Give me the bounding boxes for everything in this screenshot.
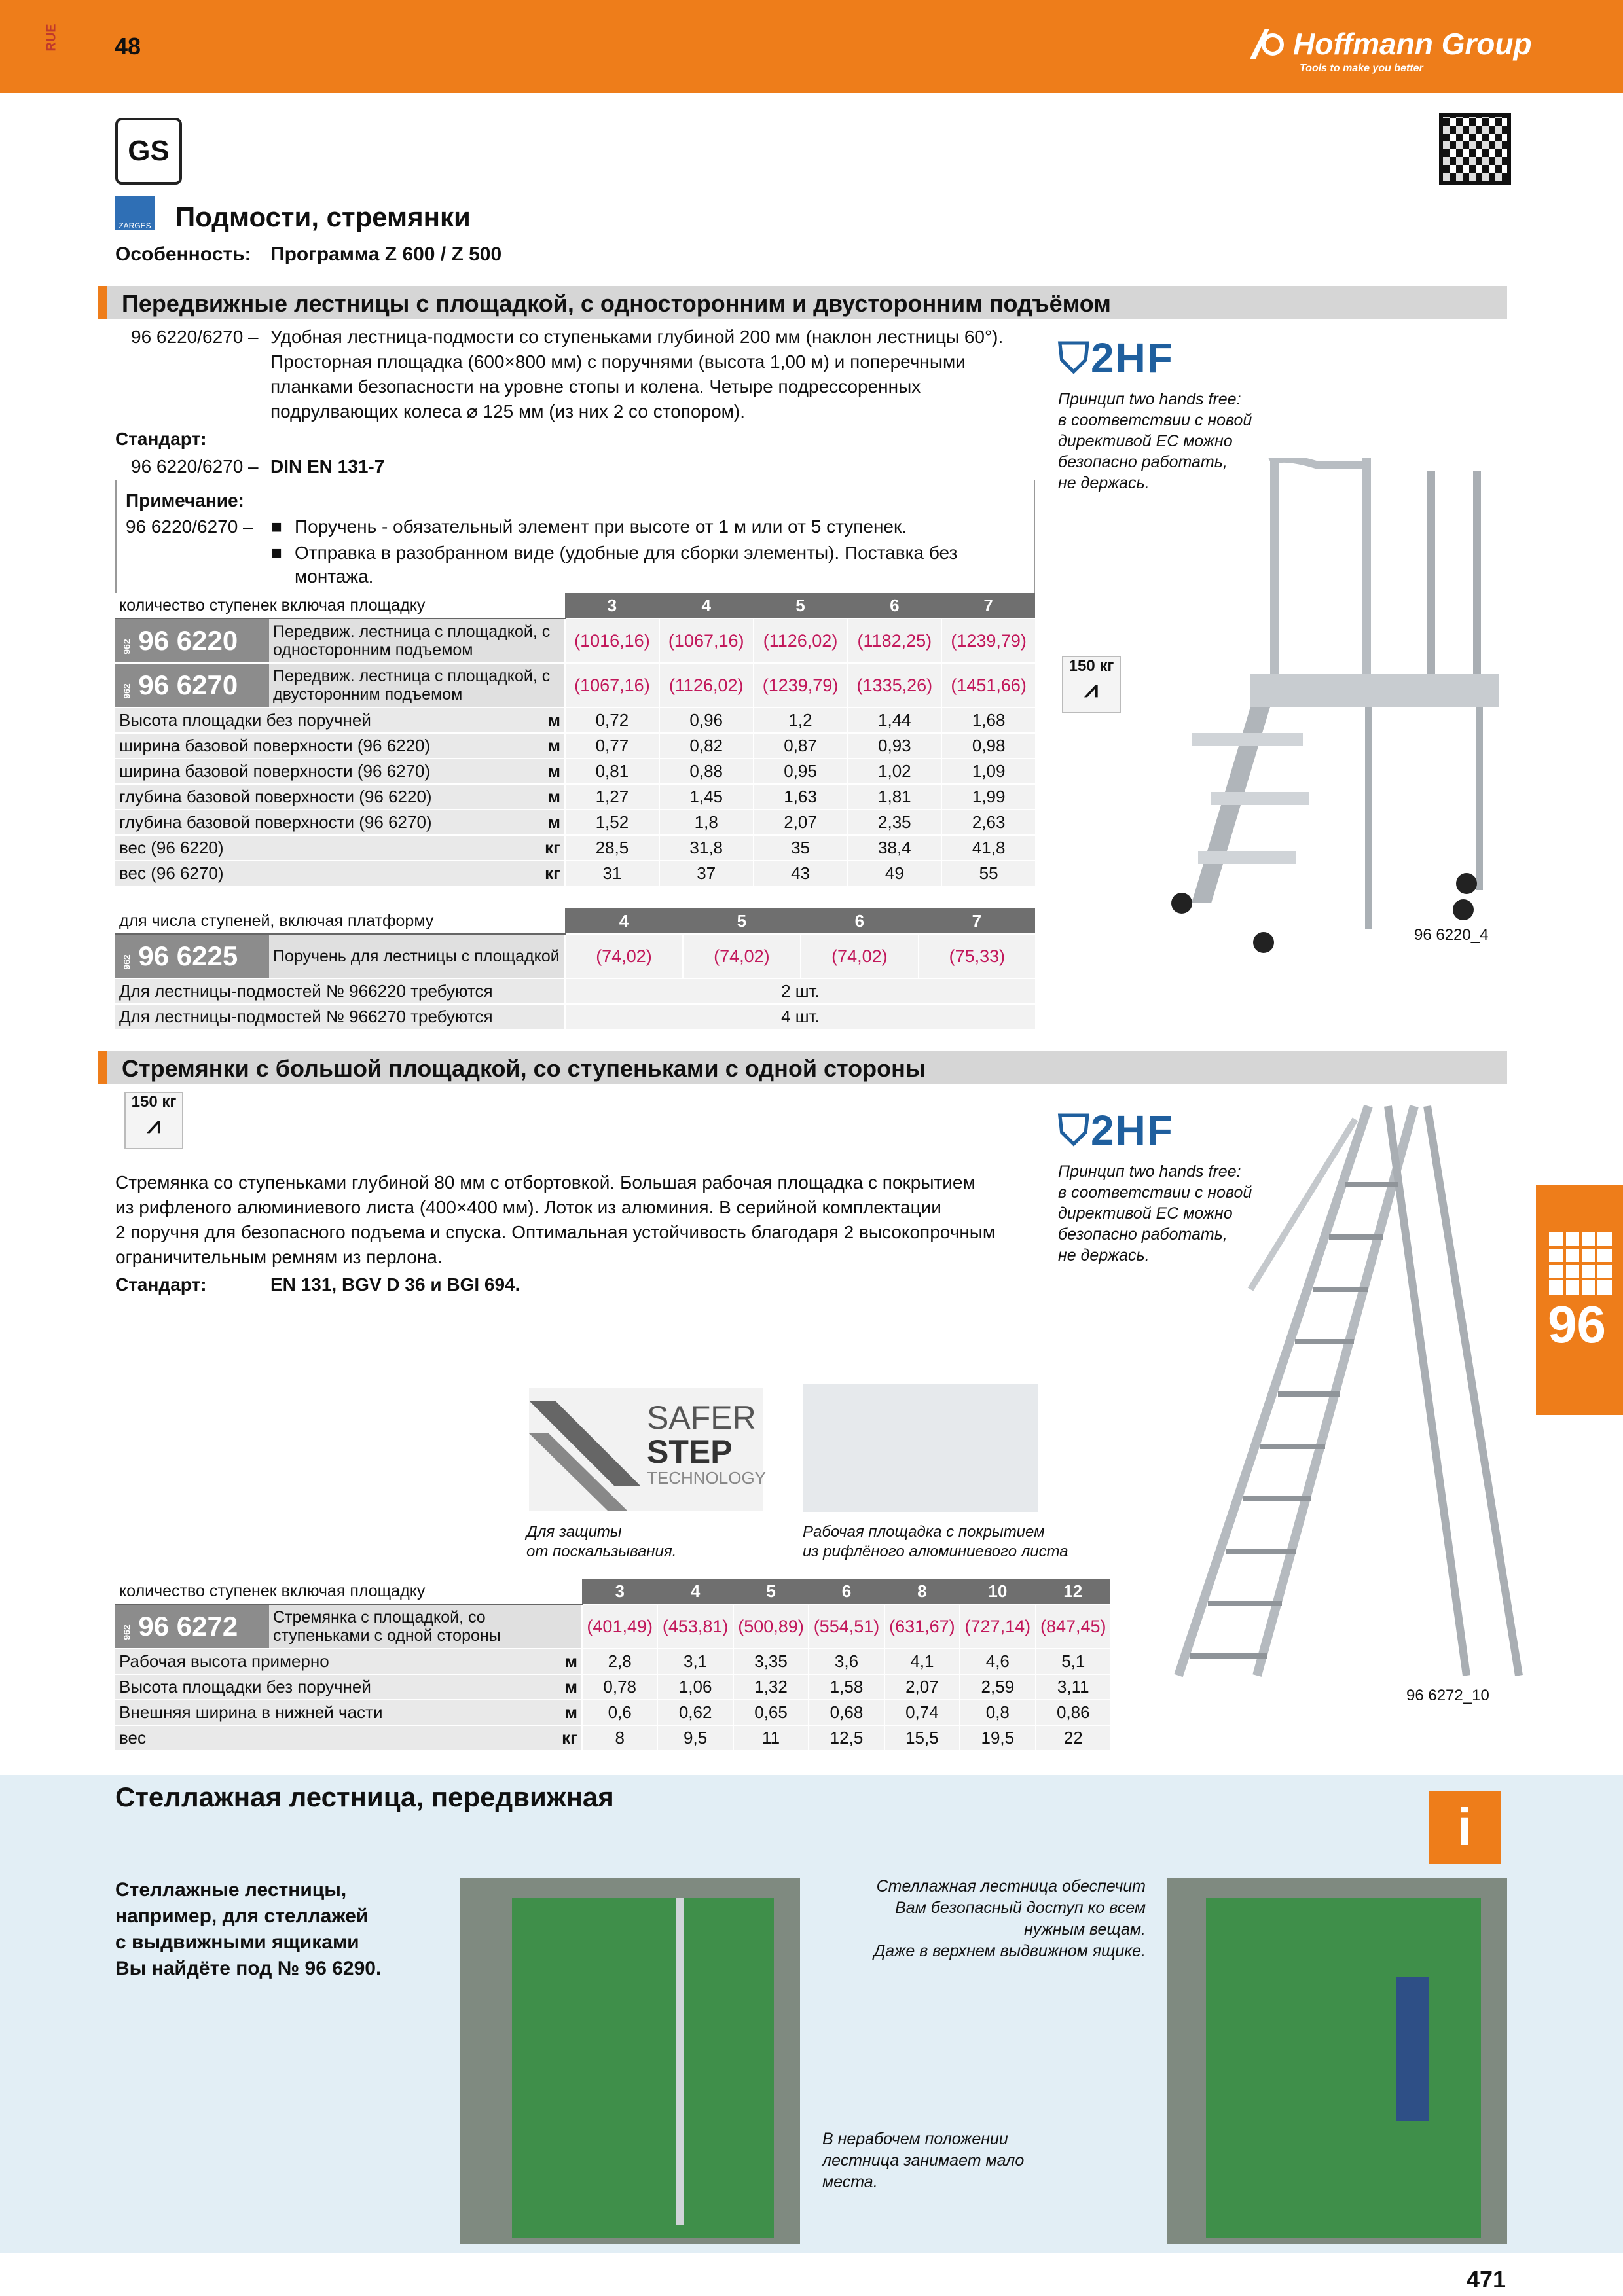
note-label: Примечание: — [126, 490, 244, 511]
cell: 1,8 — [659, 810, 754, 835]
info-line: с выдвижными ящиками — [115, 1931, 359, 1953]
price: (1126,02) — [754, 619, 848, 663]
cell: 2,59 — [960, 1674, 1035, 1700]
table-row — [115, 861, 1035, 886]
product-description — [270, 325, 1030, 424]
price: (1182,25) — [847, 619, 941, 663]
page-title: Подмости, стремянки — [175, 202, 471, 232]
price: (631,67) — [884, 1604, 960, 1649]
cell: 0,8 — [960, 1700, 1035, 1725]
price: (727,14) — [960, 1604, 1035, 1649]
info-left-text — [115, 1877, 381, 1982]
cell: 0,81 — [565, 759, 659, 784]
load-value: 150 кг — [131, 1093, 177, 1111]
price: (74,02) — [683, 934, 801, 978]
price: (453,81) — [657, 1604, 733, 1649]
cell: 1,09 — [941, 759, 1035, 784]
cap-line: Рабочая площадка с покрытием — [803, 1523, 1045, 1541]
note-item: Поручень - обязательный элемент при высоте от 1 м или от 5 ступенек. — [295, 516, 907, 537]
table-row — [115, 708, 1035, 733]
price: (1126,02) — [659, 663, 754, 708]
standard-value: DIN EN 131-7 — [270, 456, 385, 476]
info-right-text — [786, 1876, 1146, 1962]
table-row-article[interactable] — [115, 619, 1035, 663]
standard-value: EN 131, BGV D 36 и BGI 694. — [270, 1274, 520, 1295]
cell: 37 — [659, 861, 754, 886]
cell: 2,63 — [941, 810, 1035, 835]
cap-line: из рифлёного алюминиевого листа — [803, 1543, 1068, 1560]
row-unit: м — [555, 1674, 582, 1700]
price: (1067,16) — [565, 663, 659, 708]
cell: 55 — [941, 861, 1035, 886]
price: (75,33) — [919, 934, 1035, 978]
row-label: вес (96 6270) — [115, 861, 538, 886]
cell: 0,72 — [565, 708, 659, 733]
article-desc: Поручень для лестницы с площадкой — [269, 934, 565, 978]
grid-icon — [1549, 1232, 1612, 1295]
table-row — [115, 1700, 1110, 1725]
info-bottom-text — [822, 2128, 1024, 2193]
zarges-logo: ZARGES — [115, 196, 155, 230]
row-label: Для лестницы-подмостей № 966220 требуются — [115, 978, 565, 1004]
info-line: Стеллажная лестница обеспечит — [876, 1877, 1146, 1895]
desc-line: Стремянка со ступеньками глубиной 80 мм с отбортовкой. Большая рабочая площадка с покрытием — [115, 1172, 976, 1193]
cell: 0,82 — [659, 733, 754, 759]
col-head: 7 — [919, 908, 1035, 934]
info-title: Стеллажная лестница, передвижная — [115, 1782, 614, 1812]
info-line: Даже в верхнем выдвижном ящике. — [873, 1942, 1146, 1960]
col-head: 12 — [1036, 1579, 1110, 1604]
cell: 4 шт. — [565, 1004, 1035, 1030]
cell: 15,5 — [884, 1725, 960, 1751]
desc-line: Удобная лестница-подмости со ступеньками глубиной 200 мм (наклон лестницы 60°). — [270, 327, 1004, 347]
article-no: 96 6220 — [138, 625, 238, 656]
cell: 4,6 — [960, 1649, 1035, 1674]
row-label: Высота площадки без поручней — [115, 708, 538, 733]
cell: 3,35 — [733, 1649, 809, 1674]
cell: 41,8 — [941, 835, 1035, 861]
hf-line: Принцип two hands free: — [1058, 1162, 1241, 1181]
price: (1067,16) — [659, 619, 754, 663]
cell: 1,81 — [847, 784, 941, 810]
cell: 5,1 — [1036, 1649, 1110, 1674]
cell: 0,65 — [733, 1700, 809, 1725]
info-line: лестница занимает мало — [822, 2151, 1025, 2170]
standard-label: Стандарт: — [115, 429, 207, 449]
price: (554,51) — [809, 1604, 884, 1649]
note-box — [115, 480, 1035, 596]
row-label: глубина базовой поверхности (96 6270) — [115, 810, 538, 835]
cell: 0,74 — [884, 1700, 960, 1725]
hf-line: не держась. — [1058, 1246, 1150, 1265]
cell: 11 — [733, 1725, 809, 1751]
table-ladder-specs — [115, 593, 1035, 887]
hf-line: директивой ЕС можно — [1058, 432, 1233, 450]
col-head: 3 — [565, 593, 659, 619]
cell: 12,5 — [809, 1725, 884, 1751]
cell: 0,77 — [565, 733, 659, 759]
cell: 0,86 — [1036, 1700, 1110, 1725]
row-label: Рабочая высота примерно — [115, 1649, 555, 1674]
info-line: В нерабочем положении — [822, 2130, 1008, 2148]
cell: 2 шт. — [565, 978, 1035, 1004]
info-line: Стеллажные лестницы, — [115, 1879, 347, 1901]
hf-line: безопасно работать, — [1058, 453, 1228, 471]
row-label: глубина базовой поверхности (96 6220) — [115, 784, 538, 810]
cell: 1,27 — [565, 784, 659, 810]
desc-line: Просторная площадка (600×800 мм) с поручнями (высота 1,00 м) и поперечными — [270, 351, 966, 372]
page-number-bottom: 471 — [1467, 2266, 1506, 2293]
load-capacity-badge — [1062, 656, 1121, 713]
row-unit: м — [538, 708, 565, 733]
stepladder-photo — [1152, 1100, 1525, 1689]
cell: 2,35 — [847, 810, 941, 835]
price: (1451,66) — [941, 663, 1035, 708]
cell: 1,45 — [659, 784, 754, 810]
cell: 3,6 — [809, 1649, 884, 1674]
section-header-stepladders — [98, 1051, 1507, 1084]
hoffmann-logo-icon — [1247, 25, 1286, 62]
cell: 0,62 — [657, 1700, 733, 1725]
cell: 2,8 — [582, 1649, 657, 1674]
article-prefix: 962 — [121, 1624, 132, 1640]
caption-platform — [803, 1522, 1068, 1562]
cell: 0,87 — [754, 733, 848, 759]
row-label: Высота площадки без поручней — [115, 1674, 555, 1700]
standard-label: Стандарт: — [115, 1274, 207, 1295]
cell: 28,5 — [565, 835, 659, 861]
col-head: 6 — [847, 593, 941, 619]
article-desc: Передвиж. лестница с площадкой, с двусторонним подъемом — [269, 663, 565, 708]
cell: 38,4 — [847, 835, 941, 861]
table-row — [115, 784, 1035, 810]
cell: 43 — [754, 861, 848, 886]
desc-line: 2 поручня для безопасного подъема и спуска. Оптимальная устойчивость благодаря 2 высокопрочным — [115, 1222, 996, 1242]
table-handrail — [115, 908, 1035, 1030]
cell: 9,5 — [657, 1725, 733, 1751]
row-unit: кг — [555, 1725, 582, 1751]
article-number[interactable] — [115, 1604, 269, 1649]
cell: 19,5 — [960, 1725, 1035, 1751]
cell: 35 — [754, 835, 848, 861]
hf-line: не держась. — [1058, 474, 1150, 492]
price: (401,49) — [582, 1604, 657, 1649]
cell: 2,07 — [884, 1674, 960, 1700]
cell: 22 — [1036, 1725, 1110, 1751]
cell: 0,96 — [659, 708, 754, 733]
cell: 1,02 — [847, 759, 941, 784]
article-number[interactable] — [115, 619, 269, 663]
header-label: количество ступенек включая площадку — [115, 593, 565, 619]
table-row-article[interactable] — [115, 934, 1035, 978]
hf-line: в соответствии с новой — [1058, 411, 1252, 429]
col-head: 4 — [565, 908, 683, 934]
row-label: вес — [115, 1725, 555, 1751]
cell: 0,68 — [809, 1700, 884, 1725]
row-label: вес (96 6220) — [115, 835, 538, 861]
two-hands-free-icon: ⛉2HF — [1058, 334, 1174, 382]
table-row — [115, 1674, 1110, 1700]
cell: 1,99 — [941, 784, 1035, 810]
header-label: количество ступенек включая площадку — [115, 1579, 582, 1604]
article-desc: Стремянка с площадкой, со ступеньками с одной стороны — [269, 1604, 582, 1649]
table-row-article[interactable] — [115, 1604, 1110, 1649]
cell: 1,44 — [847, 708, 941, 733]
note-bullet: ■ — [271, 543, 282, 563]
row-unit: кг — [538, 861, 565, 886]
cell: 0,98 — [941, 733, 1035, 759]
table-row-article[interactable] — [115, 663, 1035, 708]
article-number[interactable] — [115, 934, 269, 978]
cell: 0,95 — [754, 759, 848, 784]
header-label: для числа ступеней, включая платформу — [115, 908, 565, 934]
article-prefix: 962 — [121, 639, 132, 655]
shelf-ladder-photo-in-use — [1167, 1878, 1507, 2244]
ref-label: 96 6220/6270 – — [131, 327, 259, 347]
info-line: места. — [822, 2173, 878, 2191]
table-row — [115, 759, 1035, 784]
cell: 0,6 — [582, 1700, 657, 1725]
chapter-tab[interactable] — [1536, 1185, 1623, 1415]
row-unit: м — [555, 1649, 582, 1674]
hf-line: безопасно работать, — [1058, 1225, 1228, 1244]
note-item: монтажа. — [295, 566, 374, 586]
hf-line: в соответствии с новой — [1058, 1183, 1252, 1202]
desc-line: ограничительным ремням из перлона. — [115, 1247, 443, 1267]
feature-value: Программа Z 600 / Z 500 — [270, 243, 502, 265]
row-unit: м — [538, 810, 565, 835]
article-no: 96 6225 — [138, 941, 238, 971]
col-head: 8 — [884, 1579, 960, 1604]
standard-ref: 96 6220/6270 – — [131, 456, 259, 476]
col-head: 4 — [659, 593, 754, 619]
table-row — [115, 733, 1035, 759]
table-row — [115, 1649, 1110, 1674]
chapter-number: 96 — [1548, 1295, 1606, 1354]
caption-anti-slip — [526, 1522, 676, 1562]
col-head: 4 — [657, 1579, 733, 1604]
article-prefix: 962 — [121, 683, 132, 699]
cell: 8 — [582, 1725, 657, 1751]
note-bullet: ■ — [271, 516, 282, 537]
safer-line: SAFER — [647, 1399, 756, 1436]
page-number: 48 — [115, 33, 141, 60]
platform-detail-photo — [803, 1384, 1038, 1512]
cell: 3,1 — [657, 1649, 733, 1674]
cap-line: Для защиты — [526, 1523, 622, 1541]
cell: 1,06 — [657, 1674, 733, 1700]
row-unit: м — [538, 759, 565, 784]
row-label: ширина базовой поверхности (96 6220) — [115, 733, 538, 759]
cell: 2,07 — [754, 810, 848, 835]
brand-name: Hoffmann Group — [1293, 27, 1532, 61]
price: (847,45) — [1036, 1604, 1110, 1649]
cell: 0,93 — [847, 733, 941, 759]
price: (1016,16) — [565, 619, 659, 663]
cell: 1,68 — [941, 708, 1035, 733]
cell: 3,11 — [1036, 1674, 1110, 1700]
table-row — [115, 1004, 1035, 1030]
row-unit: м — [538, 733, 565, 759]
mobile-platform-ladder-photo — [1152, 458, 1519, 975]
info-line: нужным вещам. — [1024, 1920, 1146, 1939]
safer-line: STEP — [647, 1433, 733, 1470]
safer-step-logo — [529, 1388, 767, 1511]
note-item: Отправка в разобранном виде (удобные для сборки элементы). Поставка без — [295, 543, 958, 563]
cell: 0,78 — [582, 1674, 657, 1700]
note-ref: 96 6220/6270 – — [126, 516, 253, 537]
article-prefix: 962 — [121, 954, 132, 970]
language-code: RUE — [44, 24, 59, 52]
info-icon[interactable]: i — [1429, 1791, 1501, 1864]
price: (1239,79) — [754, 663, 848, 708]
row-label: ширина базовой поверхности (96 6270) — [115, 759, 538, 784]
cap-line: от поскальзывания. — [526, 1543, 677, 1560]
cell: 1,32 — [733, 1674, 809, 1700]
hf-line: директивой ЕС можно — [1058, 1204, 1233, 1223]
col-head: 5 — [754, 593, 848, 619]
two-hands-free-icon: ⛉2HF — [1058, 1107, 1174, 1154]
safer-step-graphic — [529, 1388, 647, 1511]
cell: 4,1 — [884, 1649, 960, 1674]
desc-line: планками безопасности на уровне стопы и колена. Четыре подрессоренных — [270, 376, 921, 397]
desc-line: из рифленого алюминиевого листа (400×400 мм). Лоток из алюминия. В серийной комплектации — [115, 1197, 941, 1217]
info-line: Вам безопасный доступ ко всем — [895, 1899, 1146, 1917]
article-no: 96 6272 — [138, 1611, 238, 1641]
qr-code[interactable] — [1439, 113, 1511, 185]
table-header-row — [115, 593, 1035, 619]
article-desc: Передвиж. лестница с площадкой, с односторонним подъемом — [269, 619, 565, 663]
price: (1239,79) — [941, 619, 1035, 663]
brand-tagline: Tools to make you better — [1300, 63, 1423, 74]
cell: 1,58 — [809, 1674, 884, 1700]
cell: 31 — [565, 861, 659, 886]
article-number[interactable] — [115, 663, 269, 708]
gs-certification-logo: GS — [115, 118, 182, 185]
cell: 1,63 — [754, 784, 848, 810]
table-stepladder-specs — [115, 1579, 1110, 1751]
cell: 31,8 — [659, 835, 754, 861]
product-description — [115, 1170, 1045, 1270]
section-title: Передвижные лестницы с площадкой, с односторонним и двусторонним подъёмом — [122, 290, 1111, 317]
row-label: Внешняя ширина в нижней части — [115, 1700, 555, 1725]
section-title: Стремянки с большой площадкой, со ступеньками с одной стороны — [122, 1055, 926, 1082]
table-row — [115, 835, 1035, 861]
col-head: 7 — [941, 593, 1035, 619]
article-no: 96 6270 — [138, 670, 238, 700]
table-row — [115, 1725, 1110, 1751]
row-unit: м — [555, 1700, 582, 1725]
table-row — [115, 978, 1035, 1004]
shelf-ladder-photo-folded — [460, 1878, 800, 2244]
ladder-icon: ⩘ — [1084, 675, 1099, 702]
safer-step-text — [647, 1401, 766, 1487]
desc-line: подрулвающих колеса ⌀ 125 мм (из них 2 со стопором). — [270, 401, 746, 422]
hf-line: Принцип two hands free: — [1058, 390, 1241, 408]
price: (74,02) — [801, 934, 919, 978]
info-line: например, для стеллажей — [115, 1905, 369, 1927]
cell: 49 — [847, 861, 941, 886]
feature-label: Особенность: — [115, 243, 251, 265]
price: (74,02) — [565, 934, 683, 978]
row-unit: м — [538, 784, 565, 810]
table-header-row — [115, 1579, 1110, 1604]
cell: 1,52 — [565, 810, 659, 835]
col-head: 5 — [733, 1579, 809, 1604]
price: (500,89) — [733, 1604, 809, 1649]
col-head: 10 — [960, 1579, 1035, 1604]
section-header-mobile-platform-ladders — [98, 286, 1507, 319]
info-line: Вы найдёте под № 96 6290. — [115, 1958, 382, 1979]
ladder-icon: ⩘ — [147, 1111, 161, 1138]
table-row — [115, 810, 1035, 835]
load-capacity-badge — [124, 1092, 183, 1149]
table-header-row — [115, 908, 1035, 934]
col-head: 5 — [683, 908, 801, 934]
row-unit: кг — [538, 835, 565, 861]
row-label: Для лестницы-подмостей № 966270 требуются — [115, 1004, 565, 1030]
cell: 1,2 — [754, 708, 848, 733]
col-head: 6 — [801, 908, 919, 934]
photo-caption: 96 6220_4 — [1414, 926, 1489, 944]
col-head: 3 — [582, 1579, 657, 1604]
load-value: 150 кг — [1068, 657, 1114, 675]
safer-line: TECHNOLOGY — [647, 1468, 767, 1488]
col-head: 6 — [809, 1579, 884, 1604]
price: (1335,26) — [847, 663, 941, 708]
photo-caption: 96 6272_10 — [1406, 1687, 1489, 1704]
cell: 0,88 — [659, 759, 754, 784]
